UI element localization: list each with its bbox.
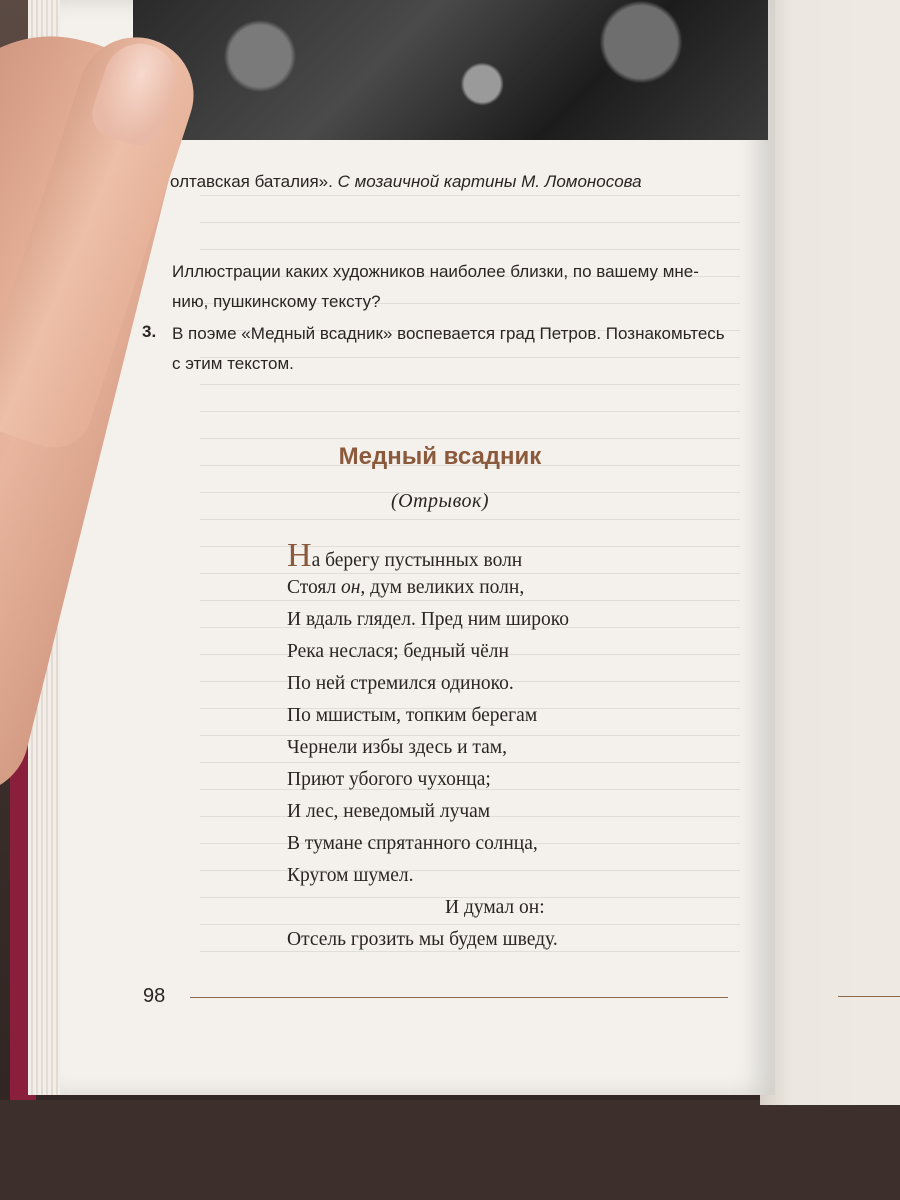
caption-italic: С мозаичной картины М. Ломоносова bbox=[337, 172, 642, 191]
poem-line: И лес, неведомый лучам bbox=[287, 801, 491, 822]
illustration-caption bbox=[170, 172, 642, 192]
poem-line-2-b: , дум великих полн, bbox=[360, 577, 525, 598]
poem-title: Медный всадник bbox=[338, 443, 542, 470]
poem-line-2-em: он bbox=[340, 577, 361, 598]
poem-line: По ней стремился одиноко. bbox=[287, 673, 514, 694]
question-2-line-1: Иллюстрации каких художников наиболее близки, по вашему мне- bbox=[172, 262, 699, 281]
poem-line: Приют убогого чухонца; bbox=[287, 769, 491, 790]
poem-line: Кругом шумел. bbox=[287, 865, 414, 886]
footer-rule bbox=[190, 997, 728, 998]
poem-line: По мшистым, топким берегам bbox=[287, 705, 538, 726]
question-3-number: 3. bbox=[142, 322, 157, 341]
poem-subtitle: (Отрывок) bbox=[390, 490, 490, 512]
poem-line-2-a: Стоял bbox=[287, 577, 341, 598]
question-3-line-1: В поэме «Медный всадник» воспевается град Петров. Познакомьтесь bbox=[172, 324, 725, 343]
question-2-line-2: нию, пушкинскому тексту? bbox=[172, 292, 381, 311]
right-page bbox=[760, 0, 900, 1105]
poem-line-indented: И думал он: bbox=[445, 897, 545, 918]
poem-line: И вдаль глядел. Пред ним широко bbox=[287, 609, 569, 630]
poem-line bbox=[287, 537, 569, 574]
poem-line: В тумане спрятанного солнца, bbox=[287, 833, 538, 854]
right-page-rule bbox=[838, 996, 900, 997]
poem-line: Чернели избы здесь и там, bbox=[287, 737, 508, 758]
poem-body bbox=[287, 537, 569, 956]
poem-first-line: а берегу пустынных волн bbox=[311, 550, 523, 571]
poem-line bbox=[287, 572, 569, 604]
question-3-line-2: с этим текстом. bbox=[172, 354, 294, 373]
caption-prefix: олтавская баталия». bbox=[170, 172, 333, 191]
book-cover-bottom bbox=[0, 1100, 900, 1200]
drop-cap: Н bbox=[287, 537, 312, 574]
illustration-image bbox=[133, 0, 768, 140]
page-number: 98 bbox=[143, 985, 166, 1007]
poem-line: Отсель грозить мы будем шведу. bbox=[287, 929, 558, 950]
poem-line: Река неслася; бедный чёлн bbox=[287, 641, 509, 662]
